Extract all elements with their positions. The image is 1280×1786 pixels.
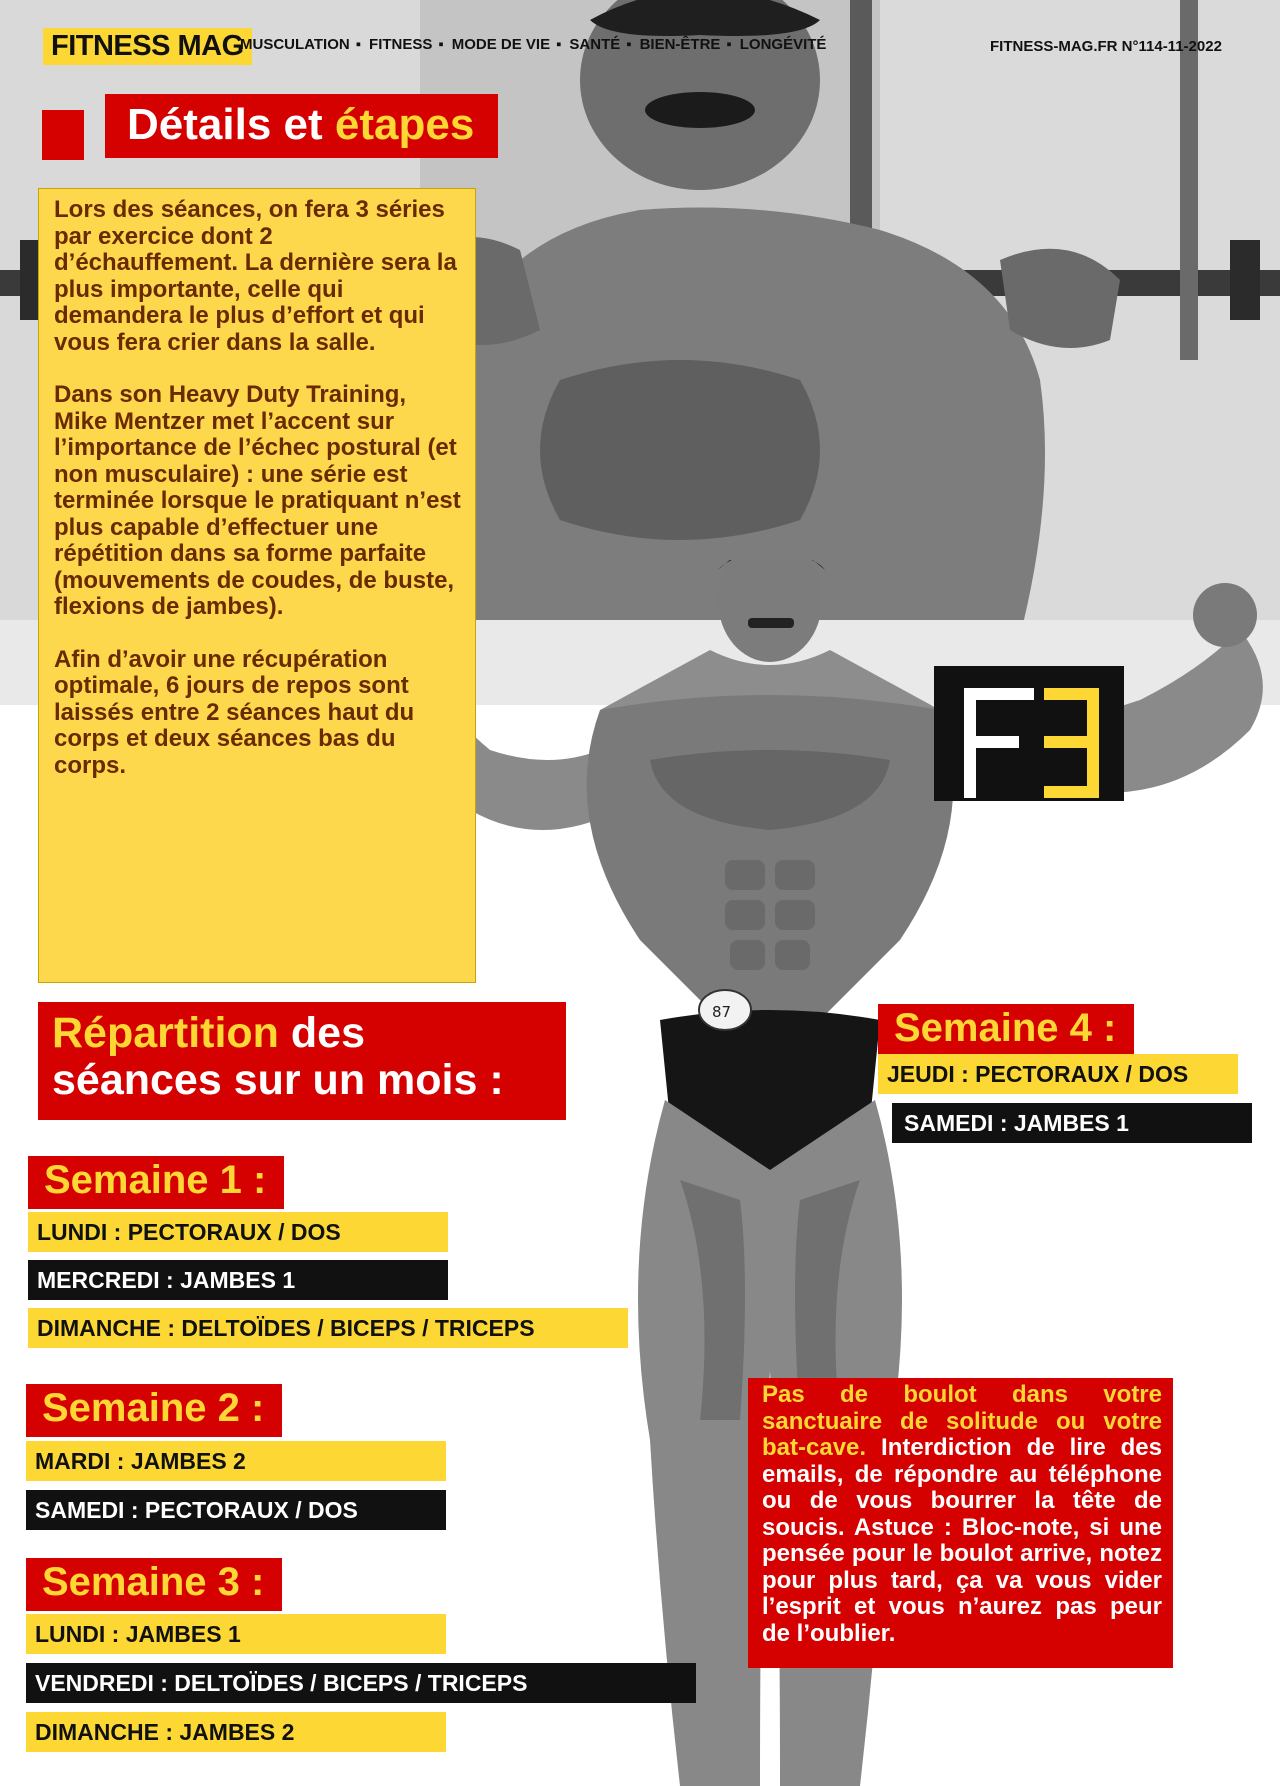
nav-item-sante[interactable]: SANTÉ [569,36,621,53]
section-title [105,94,498,158]
nav-separator: ▪ [438,36,444,53]
competition-number: 87 [712,1003,732,1021]
f3-logo-icon [934,666,1124,801]
nav-menu [240,36,832,53]
week-3-session-1: LUNDI : JAMBES 1 [26,1614,446,1654]
nav-separator: ▪ [355,36,362,53]
issue-number: FITNESS-MAG.FR N°114-11-2022 [990,38,1222,55]
week-3-session-3: DIMANCHE : JAMBES 2 [26,1712,446,1752]
red-square-marker [42,110,84,160]
section-title-part2: étapes [334,100,475,149]
repartition-heading [38,1002,566,1120]
brand-logo[interactable]: FITNESS MAG [43,28,252,65]
week-2-title: Semaine 2 : [26,1384,282,1437]
nav-item-fitness[interactable]: FITNESS [369,36,433,53]
nav-item-longevite[interactable]: LONGÉVITÉ [739,36,827,53]
nav-separator: ▪ [726,36,732,53]
tip-text: Interdiction de lire des emails, de répondre au téléphone ou de vous bourrer la tête de soucis. Astuce : Bloc-note, si une pensée pour le boulot arrive, notez pour plus tard, ça va vous vider l’esprit et vous n’aurez pas peur de l’oublier. [762,1434,1162,1647]
week-1-session-2: MERCREDI : JAMBES 1 [28,1260,448,1300]
week-3-title: Semaine 3 : [26,1558,282,1611]
week-3-session-2: VENDREDI : DELTOÏDES / BICEPS / TRICEPS [26,1663,696,1703]
week-4-session-2: SAMEDI : JAMBES 1 [892,1103,1252,1143]
nav-item-musculation[interactable]: MUSCULATION [240,36,350,53]
week-4-title: Semaine 4 : [878,1004,1134,1057]
week-1-session-3: DIMANCHE : DELTOÏDES / BICEPS / TRICEPS [28,1308,628,1348]
nav-item-bien-etre[interactable]: BIEN-ÊTRE [639,36,721,53]
week-1-session-1: LUNDI : PECTORAUX / DOS [28,1212,448,1252]
repartition-heading-highlight: Répartition [52,1009,279,1057]
week-2-session-2: SAMEDI : PECTORAUX / DOS [26,1490,446,1530]
week-4-session-1: JEUDI : PECTORAUX / DOS [878,1054,1238,1094]
repartition-heading-rest: des [278,1009,365,1057]
details-paragraph-1: Lors des séances, on fera 3 séries par exercice dont 2 d’échauffement. La dernière sera la plus importante, celle qui demandera le plus d’effort et qui vous fera crier dans la salle. [54,196,457,356]
tip-highlight: Pas de boulot dans votre sanctuaire de solitude ou votre bat-cave. [762,1381,1162,1461]
repartition-heading-line2: séances sur un mois : [52,1056,504,1104]
tip-box [748,1378,1173,1668]
nav-item-mode-de-vie[interactable]: MODE DE VIE [451,36,551,53]
nav-separator: ▪ [626,36,632,53]
header [0,0,1280,95]
details-paragraph-3: Afin d’avoir une récupération optimale, 6 jours de repos sont laissés entre 2 séances haut du corps et deux séances bas du corps. [54,645,415,779]
section-title-part1: Détails et [127,100,335,149]
details-paragraph-2: Dans son Heavy Duty Training, Mike Mentzer met l’accent sur l’importance de l’échec postural (et non musculaire) : une série est terminée lorsque le pratiquant n’est plus capable d’effectuer une répétition dans sa forme parfaite (mouvements de coudes, de buste, flexions de jambes). [54,381,461,620]
copyright-watermark: © FITNESS-MAG.FR [940,834,1181,927]
week-2-session-1: MARDI : JAMBES 2 [26,1441,446,1481]
fitness-mag-logo [934,666,1124,801]
week-1-title: Semaine 1 : [28,1156,284,1209]
nav-separator: ▪ [556,36,562,53]
details-textbox [38,188,476,983]
